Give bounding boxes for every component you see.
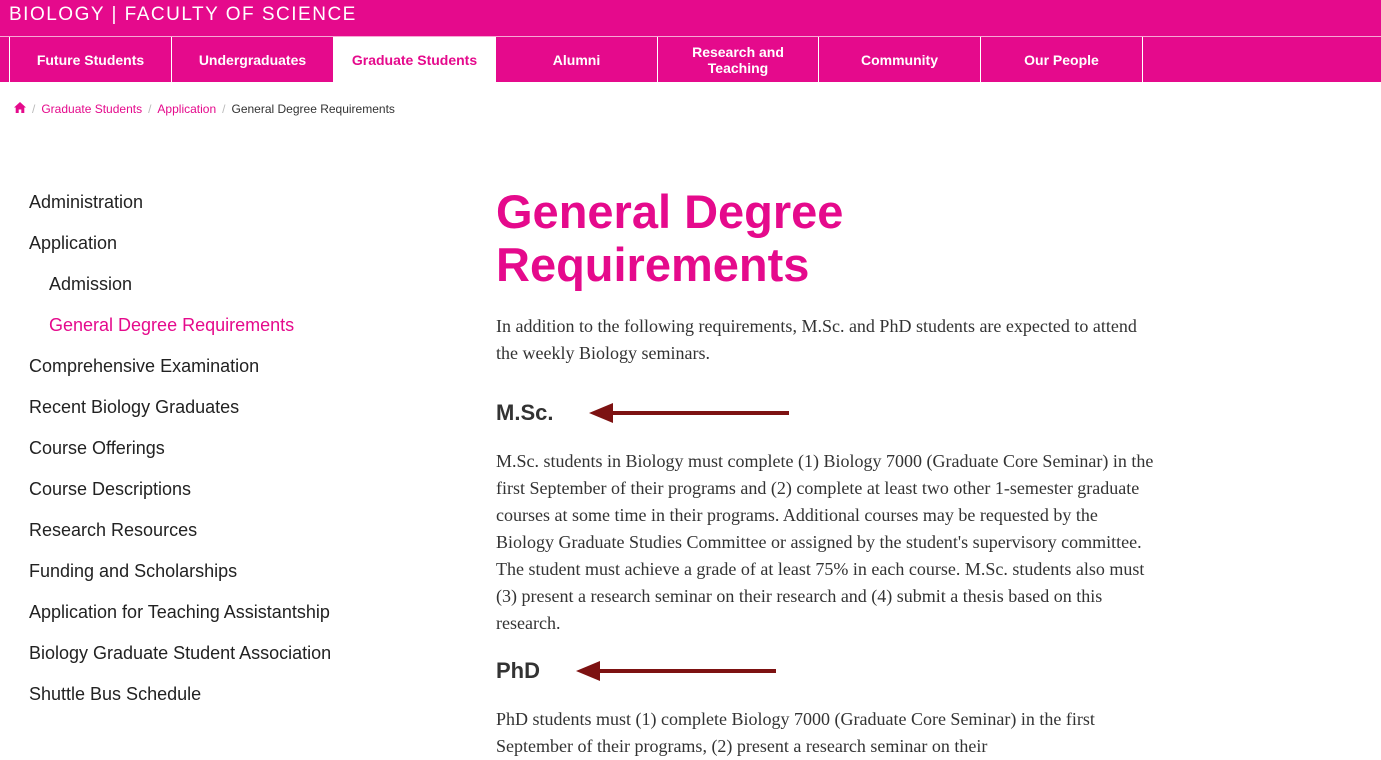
sidebar-item-comprehensive-examination[interactable]: Comprehensive Examination	[29, 356, 260, 376]
arrow-left-icon	[589, 403, 789, 423]
sidebar-item-administration[interactable]: Administration	[29, 192, 144, 212]
nav-future-students[interactable]: Future Students	[9, 37, 171, 82]
nav-our-people[interactable]: Our People	[980, 37, 1143, 82]
nav-community[interactable]: Community	[818, 37, 980, 82]
sidebar-item-student-association[interactable]: Biology Graduate Student Association	[29, 643, 332, 663]
sidebar-item-general-degree-requirements[interactable]: General Degree Requirements	[49, 315, 295, 335]
msc-heading: M.Sc.	[496, 393, 1156, 433]
page-title: General Degree Requirements	[496, 185, 844, 291]
sidebar-nav	[29, 192, 331, 725]
sidebar-item-recent-graduates[interactable]: Recent Biology Graduates	[29, 397, 240, 417]
nav-alumni[interactable]: Alumni	[495, 37, 657, 82]
nav-research-teaching[interactable]: Research and Teaching	[657, 37, 818, 82]
sidebar-item-course-descriptions[interactable]: Course Descriptions	[29, 479, 192, 499]
main-nav	[9, 37, 1143, 82]
main-content	[496, 185, 1156, 760]
sidebar-item-shuttle-bus[interactable]: Shuttle Bus Schedule	[29, 684, 202, 704]
phd-text: PhD students must (1) complete Biology 7000 (Graduate Core Seminar) in the first September of their programs, (2) present a research seminar on their	[496, 709, 1095, 756]
home-icon[interactable]	[14, 102, 26, 116]
phd-heading: PhD	[496, 651, 1156, 691]
sidebar-item-funding[interactable]: Funding and Scholarships	[29, 561, 238, 581]
sidebar-item-teaching-assistantship[interactable]: Application for Teaching Assistantship	[29, 602, 330, 622]
breadcrumb-graduate-students[interactable]: Graduate Students	[41, 102, 143, 116]
site-title[interactable]: BIOLOGY | FACULTY OF SCIENCE	[9, 4, 357, 25]
site-header	[0, 0, 1381, 82]
nav-graduate-students[interactable]: Graduate Students	[333, 37, 495, 82]
nav-undergraduates[interactable]: Undergraduates	[171, 37, 333, 82]
msc-text: M.Sc. students in Biology must complete (1) Biology 7000 (Graduate Core Seminar) in the first September of their programs and (2) complete at least two other 1-semester graduate courses at some time in their programs. Additional courses may be requested by the Biology Graduate Studies Committee or assigned by the student's supervisory committee. The student must achieve a grade of at least 75% in each course. M.Sc. students also must (3) present a research seminar on their research and (4) submit a thesis based on this research.	[496, 451, 1154, 633]
intro-text: In addition to the following requirements, M.Sc. and PhD students are expected to attend the weekly Biology seminars.	[496, 316, 1137, 363]
sidebar-item-application[interactable]: Application	[29, 233, 118, 253]
sidebar-item-research-resources[interactable]: Research Resources	[29, 520, 198, 540]
breadcrumb-current: General Degree Requirements	[231, 102, 395, 116]
breadcrumb-application[interactable]: Application	[157, 102, 217, 116]
sidebar-item-admission[interactable]: Admission	[49, 274, 133, 294]
sidebar-item-course-offerings[interactable]: Course Offerings	[29, 438, 165, 458]
arrow-left-icon	[576, 661, 776, 681]
breadcrumb: / Graduate Students / Application / General Degree Requirements	[14, 102, 395, 116]
